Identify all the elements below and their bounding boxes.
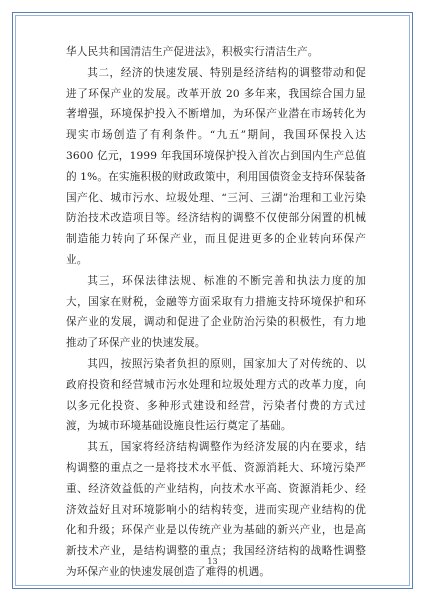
paragraph-fifth: 其五，国家将经济结构调整作为经济发展的内在要求，结构调整的重点之一是将技术水平低、资源消耗大、环境污染严重、经济效益低的产业结构，向技术水平高、资源消耗少、经济效益好且对环境影响小的结构转变，进而实现产业结构的优化和升级；环保产业是以传统产业为基础的新兴产业，也是高新技术产业，是结构调整的重点；我国经济结构的战略性调整为环保产业的快速发展创造了难得的机遇。	[66, 441, 366, 578]
paragraph-fourth: 其四，按照污染者负担的原则，国家加大了对传统的、以政府投资和经营城市污水处理和垃圾处理方式的改革力度，向以多元化投资、多种形式建设和经营，污染者付费的方式过渡，为城市环境基础设施良性运行奠定了基础。	[66, 357, 366, 433]
document-body	[66, 42, 366, 583]
paragraph-third: 其三，环保法律法规、标准的不断完善和执法力度的加大，国家在财税，金融等方面采取有力措施支持环境保护和环保产业的发展，调动和促进了企业防治污染的积极性，有力地推动了环保产业的快速发展。	[66, 274, 366, 350]
paragraph-continuation: 华人民共和国清洁生产促进法》，积极实行清洁生产。	[66, 46, 319, 58]
page-number: 13	[207, 557, 218, 566]
paragraph-second: 其二，经济的快速发展、特别是经济结构的调整带动和促进了环保产业的发展。改革开放 20 多年来，我国综合国力显著增强，环境保护投入不断增加，为环保产业潜在市场转化为现实市场创造了有利条件。“九五”期间，我国环保投入达 3600 亿元，1999 年我国环境保护投入首次占到国内生产总值的 1%。在实施积极的财政政策中，利用国债资金支持环保装备国产化、城市污水、垃圾处理、“三河、三湖”治理和工业污染防治技术改造项目等。经济结构的调整不仅使部分闲置的机械制造能力转向了环保产业，而且促进更多的企业转向环保产业。	[66, 66, 366, 266]
